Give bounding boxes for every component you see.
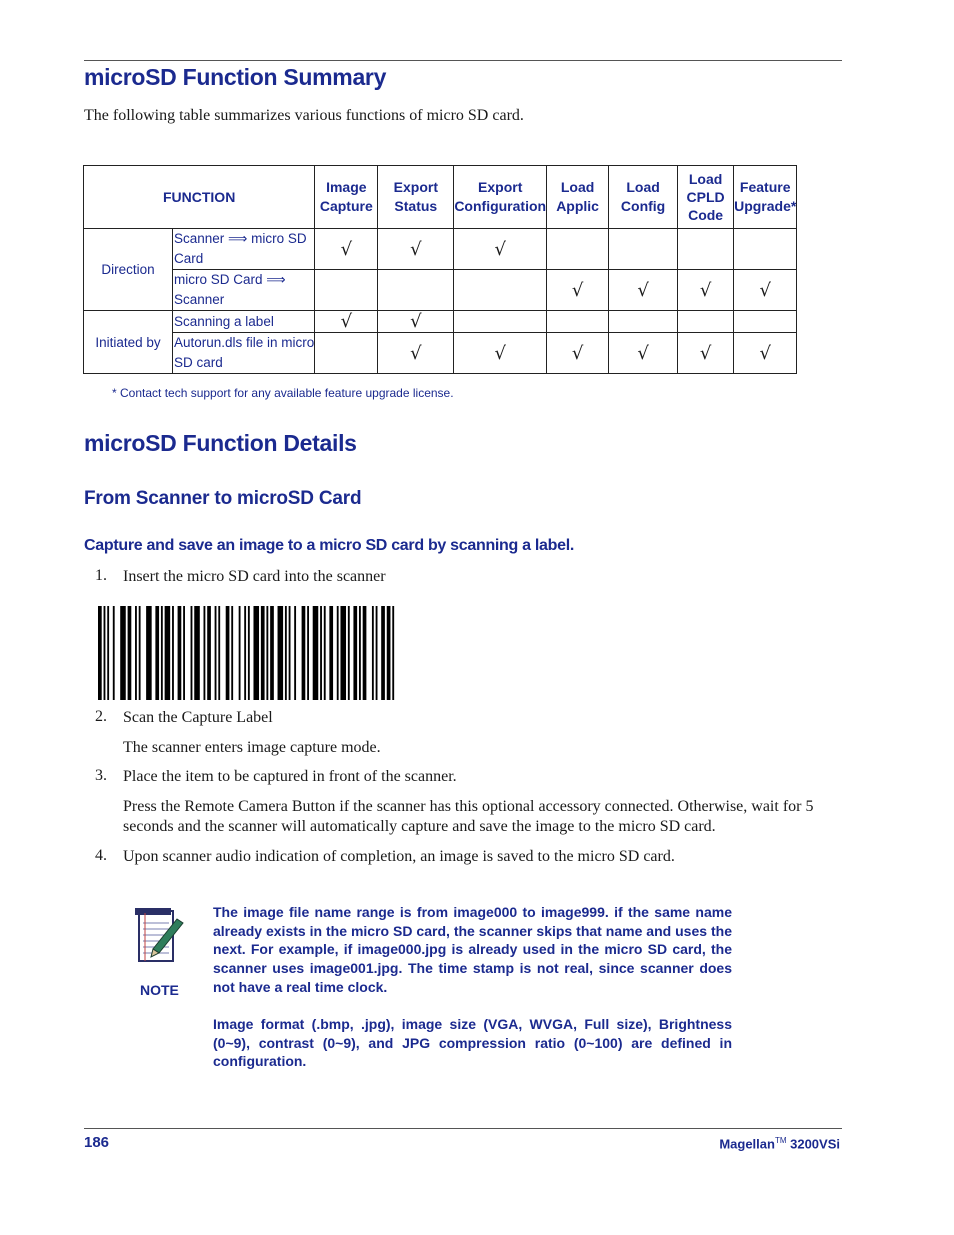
barcode-bar: [329, 606, 333, 700]
step-3-number: 3.: [95, 767, 107, 784]
table-header-row: [84, 166, 797, 229]
barcode-bar: [104, 606, 106, 700]
barcode-bar: [226, 606, 230, 700]
check-mark-cell: √: [315, 229, 378, 270]
empty-cell: [315, 270, 378, 311]
check-mark-cell: √: [609, 270, 678, 311]
header-image-capture: Image Capture: [315, 166, 378, 229]
product-model: 3200VSi: [786, 1136, 840, 1152]
footer-rule: [84, 1128, 842, 1129]
subfunction-line: Scanner ⟹ micro SD: [174, 231, 307, 246]
page-number: 186: [84, 1134, 110, 1151]
check-mark-cell: √: [734, 270, 797, 311]
table-row: [84, 311, 797, 333]
empty-cell: [378, 270, 454, 311]
header-rule: [84, 60, 842, 61]
barcode-bar: [324, 606, 326, 700]
empty-cell: [678, 229, 734, 270]
empty-cell: [734, 311, 797, 333]
header-load-config: Load Config: [609, 166, 678, 229]
product-brand: Magellan: [719, 1136, 775, 1152]
empty-cell: [678, 311, 734, 333]
header-function: FUNCTION: [84, 166, 315, 229]
function-table: [83, 165, 797, 374]
section-title-details: microSD Function Details: [84, 430, 357, 456]
product-name: [719, 1136, 840, 1151]
step-3-text: Place the item to be captured in front of the scanner.: [123, 768, 457, 785]
barcode-bar: [120, 606, 126, 700]
step-2-text: Scan the Capture Label: [123, 709, 273, 726]
barcode-bar: [165, 606, 171, 700]
barcode-bar: [285, 606, 287, 700]
barcode-bar: [266, 606, 268, 700]
step-2-number: 2.: [95, 708, 107, 725]
barcode-bar: [376, 606, 378, 700]
barcode-bar: [178, 606, 182, 700]
barcode-bar: [244, 606, 246, 700]
subfunction-line: Autorun.dls file in micro: [174, 335, 315, 350]
barcode-bar: [278, 606, 284, 700]
table-row: [84, 333, 797, 374]
barcode-bar: [107, 606, 109, 700]
barcode-bar: [139, 606, 141, 700]
barcode-bar: [302, 606, 306, 700]
notepad-pen-icon: [131, 905, 187, 969]
barcode-bar: [363, 606, 367, 700]
step-1-number: 1.: [95, 567, 107, 584]
subfunction-line: Scanning a label: [174, 313, 274, 329]
header-feature-upgrade: Feature Upgrade*: [734, 166, 797, 229]
check-mark-cell: √: [734, 333, 797, 374]
barcode-bar: [261, 606, 265, 700]
barcode-bar: [146, 606, 152, 700]
barcode-bar: [307, 606, 309, 700]
check-mark-cell: √: [547, 333, 609, 374]
check-mark-cell: √: [454, 229, 547, 270]
check-mark-cell: √: [378, 229, 454, 270]
capture-label-barcode: [98, 606, 396, 700]
header-load-cpld-code: Load CPLD Code: [678, 166, 734, 229]
barcode-bar: [248, 606, 250, 700]
procedure-title: Capture and save an image to a micro SD card by scanning a label.: [84, 537, 575, 554]
barcode-bar: [313, 606, 319, 700]
subfunction-cell: [173, 229, 315, 270]
header-load-applic: Load Applic: [547, 166, 609, 229]
step-1-text: Insert the micro SD card into the scanner: [123, 568, 386, 585]
barcode-bar: [253, 606, 259, 700]
group-label: Direction: [84, 229, 173, 311]
empty-cell: [315, 333, 378, 374]
empty-cell: [734, 229, 797, 270]
check-mark-cell: √: [378, 311, 454, 333]
group-label: Initiated by: [84, 311, 173, 374]
section-title-summary: microSD Function Summary: [84, 64, 387, 90]
check-mark-cell: √: [315, 311, 378, 333]
barcode-bar: [191, 606, 193, 700]
barcode-bar: [128, 606, 132, 700]
empty-cell: [547, 229, 609, 270]
barcode-bar: [183, 606, 185, 700]
barcode-bar: [135, 606, 137, 700]
barcode-bar: [204, 606, 206, 700]
subfunction-line: SD card: [174, 355, 223, 370]
check-mark-cell: √: [378, 333, 454, 374]
trademark-symbol: TM: [774, 1136, 787, 1145]
check-mark-cell: √: [678, 270, 734, 311]
barcode-bar: [359, 606, 361, 700]
empty-cell: [454, 311, 547, 333]
check-mark-cell: √: [678, 333, 734, 374]
step-2-detail: The scanner enters image capture mode.: [123, 739, 381, 756]
barcode-bar: [161, 606, 163, 700]
barcode-bar: [337, 606, 339, 700]
check-mark-cell: √: [609, 333, 678, 374]
barcode-bar: [218, 606, 220, 700]
step-3-detail-line-1: Press the Remote Camera Button if the scanner has this optional accessory connected. Otherwise, wait for 5: [123, 798, 814, 815]
barcode-bar: [270, 606, 274, 700]
barcode-bar: [155, 606, 159, 700]
barcode-bar: [353, 606, 357, 700]
header-export-status: Export Status: [378, 166, 454, 229]
barcode-bar: [348, 606, 350, 700]
barcode-bar: [381, 606, 385, 700]
subfunction-line: Card: [174, 251, 204, 266]
barcode-bar: [194, 606, 200, 700]
step-4-number: 4.: [95, 847, 107, 864]
note-paragraph-2: Image format (.bmp, .jpg), image size (VGA, WVGA, Full size), Brightness (0~9), contrast (0~9), and JPG compression ratio (0~100) are defined in configuration.: [213, 1016, 732, 1070]
check-mark-cell: √: [454, 333, 547, 374]
empty-cell: [547, 311, 609, 333]
step-3-detail-line-2: seconds and the scanner will automatically capture and save the image to the micro SD card.: [123, 818, 716, 835]
table-body: [84, 229, 797, 374]
barcode-bar: [98, 606, 102, 700]
barcode-bar: [372, 606, 374, 700]
note-paragraph-1: The image file name range is from image000 to image999. if the same name already exists in the micro SD card, the scanner skips that name and uses the next. For example, if image000.jpg is already used in the micro SD card, the scanner uses image001.jpg. The time stamp is not real, since scanner does not have a real time clock.: [213, 904, 732, 995]
step-4-text: Upon scanner audio indication of completion, an image is saved to the micro SD card.: [123, 848, 675, 865]
barcode-bar: [172, 606, 174, 700]
barcode-bar: [387, 606, 391, 700]
barcode-bar: [320, 606, 322, 700]
barcode-bar: [289, 606, 291, 700]
barcode-bar: [392, 606, 394, 700]
check-mark-cell: √: [547, 270, 609, 311]
empty-cell: [609, 229, 678, 270]
subfunction-cell: [173, 333, 315, 374]
table-footnote: * Contact tech support for any available feature upgrade license.: [112, 386, 454, 400]
barcode-bar: [340, 606, 346, 700]
table-row: [84, 229, 797, 270]
barcode-bar: [207, 606, 211, 700]
empty-cell: [454, 270, 547, 311]
empty-cell: [609, 311, 678, 333]
header-export-configuration: Export Configuration: [454, 166, 547, 229]
barcode-bar: [231, 606, 233, 700]
barcode-bar: [113, 606, 115, 700]
subfunction-cell: [173, 311, 315, 333]
subfunction-cell: [173, 270, 315, 311]
table-row: [84, 270, 797, 311]
intro-text: The following table summarizes various functions of micro SD card.: [84, 107, 524, 124]
subfunction-line: micro SD Card ⟹: [174, 272, 286, 287]
barcode-bar: [215, 606, 217, 700]
subsection-title: From Scanner to microSD Card: [84, 488, 362, 509]
barcode-bar: [239, 606, 241, 700]
subfunction-line: Scanner: [174, 292, 225, 307]
note-label: NOTE: [140, 982, 179, 998]
barcode-bar: [294, 606, 296, 700]
